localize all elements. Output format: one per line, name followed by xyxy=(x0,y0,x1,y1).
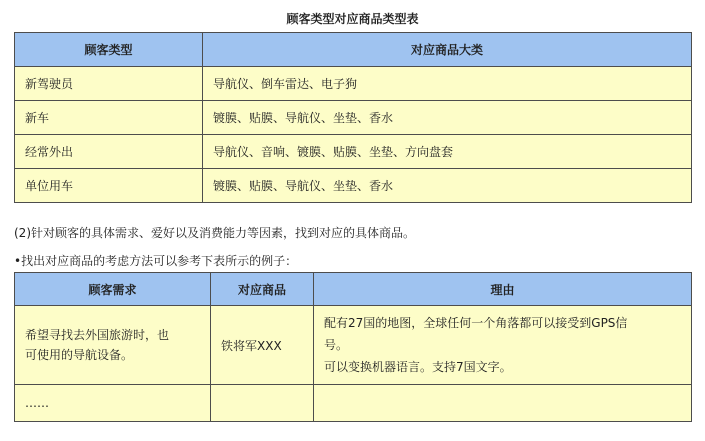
reason-cell xyxy=(314,385,692,422)
column-header-goods-category: 对应商品大类 xyxy=(203,33,692,67)
customer-type-cell: 单位用车 xyxy=(15,169,203,203)
customer-need-cell: …… xyxy=(15,385,211,422)
column-header-customer-type: 顾客类型 xyxy=(15,33,203,67)
reason-cell xyxy=(314,306,692,385)
goods-category-cell: 导航仪、音响、镀膜、贴膜、坐垫、方向盘套 xyxy=(203,135,692,169)
product-cell xyxy=(211,385,314,422)
table-row xyxy=(15,385,692,422)
reason-text-line: 可以变换机器语言。支持7国文字。 xyxy=(324,360,512,374)
customer-type-table xyxy=(14,32,692,203)
goods-category-cell: 导航仪、倒车雷达、电子狗 xyxy=(203,67,692,101)
customer-type-cell: 经常外出 xyxy=(15,135,203,169)
customer-need-table xyxy=(14,272,692,422)
customer-type-cell: 新驾驶员 xyxy=(15,67,203,101)
table-header-row xyxy=(15,273,692,306)
column-header-product: 对应商品 xyxy=(211,273,314,306)
table-row xyxy=(15,169,692,203)
table-row xyxy=(15,101,692,135)
column-header-customer-need: 顾客需求 xyxy=(15,273,211,306)
need-text-line: 可使用的导航设备。 xyxy=(25,348,134,362)
table-row xyxy=(15,135,692,169)
reason-text-line: 号。 xyxy=(324,338,349,352)
product-cell: 铁将军XXX xyxy=(211,306,314,385)
reason-text-line: 配有27国的地图，全球任何一个角落都可以接受到GPS信 xyxy=(324,316,628,330)
column-header-reason: 理由 xyxy=(314,273,692,306)
example-note: •找出对应商品的考虑方法可以参考下表所示的例子： xyxy=(14,254,298,268)
customer-need-cell xyxy=(15,306,211,385)
table-row xyxy=(15,306,692,385)
table-row xyxy=(15,67,692,101)
customer-type-cell: 新车 xyxy=(15,101,203,135)
instruction-note: (2)针对顾客的具体需求、爱好以及消费能力等因素，找到对应的具体商品。 xyxy=(14,226,416,240)
table-header-row xyxy=(15,33,692,67)
need-text-line: 希望寻找去外国旅游时，也 xyxy=(25,328,170,342)
goods-category-cell: 镀膜、贴膜、导航仪、坐垫、香水 xyxy=(203,101,692,135)
goods-category-cell: 镀膜、贴膜、导航仪、坐垫、香水 xyxy=(203,169,692,203)
table-title: 顾客类型对应商品类型表 xyxy=(286,12,419,26)
